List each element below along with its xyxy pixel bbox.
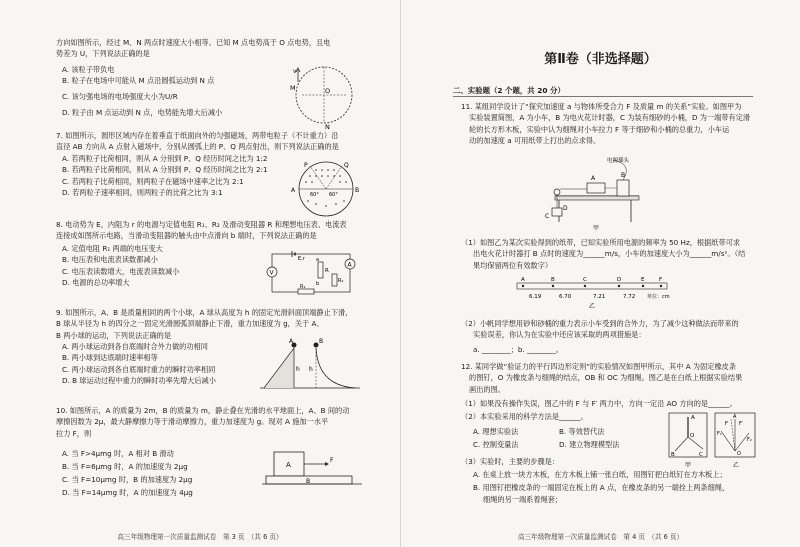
board-d-label: D [563, 205, 568, 212]
battery-label: E,r [298, 256, 305, 262]
point-n-label: N [325, 123, 330, 130]
question-12-part-1: （1）如果没有操作失误，图乙中的 F 与 F′ 两力中，方向一定沿 AO 方向的是______。 [461, 399, 737, 408]
velocity-label: v [293, 68, 297, 75]
question-11-part-2: （2）小帆同学想用砂和砂桶的重力表示小车受到的合外力，为了减少这种做法而带来的 实验误差，你认为在实验中还应该采取的两项措施是： a. ________；b. ________。 [461, 319, 739, 354]
height-b-label: h [309, 366, 313, 373]
fig-yi-point-a: A [733, 414, 737, 420]
angle-label-2: 60° [329, 192, 338, 198]
block-b-label: B [306, 478, 311, 485]
magnetic-field-figure [286, 156, 366, 222]
tape-point-e: E [641, 277, 645, 283]
ammeter-label: A [347, 261, 352, 269]
tape-point-f: F [659, 277, 663, 283]
tape-gap-4: 7.72 [623, 294, 636, 300]
part-2-title: 第Ⅱ卷（非选择题） [544, 52, 657, 67]
page-4-footer: 高三年级物理第一次质量监测试卷 第 4 页 （共 6 页） [517, 533, 684, 541]
ball-b-label: B [319, 338, 324, 345]
tape-unit: 单位：cm [647, 294, 670, 300]
exam-page-4 [400, 0, 800, 547]
question-12-part-3: （3）实验时，主要的步骤是： [461, 457, 560, 466]
fig-yi-caption: 乙 [733, 462, 740, 469]
tape-gap-3: 7.21 [593, 294, 606, 300]
tape-point-a: A [521, 277, 525, 283]
force-f-label: F [330, 457, 334, 464]
question-6-options: A. 该粒子带负电 B. 粒子在电场中可能从 M 点沿圆弧运动到 N 点 C. 该匀强电场的电场强度大小为U/R D. 粒子由 M 点运动到 N 点，电势能先增大后减小 [62, 65, 223, 117]
question-8-stem: 8. 电动势为 E，内阻为 r 的电源与定值电阻 R₁、R₂ 及滑动变阻器 R 和理想电压表、电流表 连接成如图所示电路，当滑动变阻器的触头由中点滑向 b 端时，下列说法正确的是 [56, 220, 347, 241]
power-plug-label: 电源插头 [607, 158, 630, 164]
fig-yi-force-f: F [725, 421, 728, 427]
circuit-figure [262, 248, 362, 298]
tape-point-b: B [551, 277, 555, 283]
angle-label-1: 60° [310, 192, 319, 198]
figure-caption-jia: 甲 [593, 225, 600, 232]
tape-gap-1: 6.19 [529, 294, 542, 300]
question-11-stem: 11. 某组同学设计了“探究加速度 a 与物体所受合力 F 及质量 m 的关系”实验。如图甲为 实验装置简图，A 为小车，B 为电火花计时器，C 为装有细砂的小桶，D 为一端带有定滑 轮的长方形木板，实验中认为细绳对小车拉力 F 等于细砂和小桶的总重力，小车运 动的加速度 a 可用纸带上打出的点求得。 [461, 102, 751, 145]
resistor-r1-label: R₁ [300, 284, 306, 290]
figure-caption-yi: 乙 [589, 303, 596, 310]
question-12-part-2: （2）本实验采用的科学方法是______。 [461, 412, 588, 421]
terminal-b-label: b [316, 281, 320, 287]
question-7-stem: 7. 如图所示，圆形区域内存在着垂直于纸面向外的匀强磁场，两带电粒子（不计重力）沿 直径 AB 方向从 A 点射入磁场中，分别从圆弧上的 P、Q 两点射出，则下列说法正确的是 [56, 131, 339, 152]
page-3-footer: 高三年级物理第一次质量监测试卷 第 3 页 （共 6 页） [117, 533, 283, 541]
question-12-part-3-steps: A. 在桌上放一块方木板，在方木板上铺一张白纸，用图钉把白纸钉在方木板上； B. 用图钉把橡皮条的一端固定在板上的 A 点，在橡皮条的另一端拴上两条细绳， 细绳的另一端系着绳套； [473, 470, 730, 504]
slope-arc-figure [256, 336, 364, 394]
question-9-stem: 9. 如图所示，A、B 是质量相同的两个小球，A 球从高度为 h 的固定光滑斜面顶端静止下滑， B 球从半径为 h 的四分之一固定光滑圆弧顶端静止下滑，重力加速度为 g，关于 A、 B 两小球的运动，下列说法正确的是 [56, 308, 353, 340]
paper-tape-figure [511, 273, 691, 311]
point-q-label: Q [344, 162, 349, 169]
fig-yi-force-f1: F₁ [717, 431, 722, 437]
question-10-options: A. 当 F>4μmg 时，A 相对 B 滑动 B. 当 F=6μmg 时，A 的加速度为 2μg C. 当 F=10μmg 时，B 的加速度为 2μg D. 当 F=14μmg 时，A 的加速度为 4μg [62, 449, 193, 497]
point-p-label: P [304, 162, 308, 169]
point-o-label: O [325, 87, 331, 95]
fig-jia-point-a: A [691, 415, 695, 421]
cart-a-label: A [591, 175, 596, 182]
tape-point-d: D [617, 277, 622, 283]
fig-jia-point-c: C [699, 452, 703, 458]
bucket-c-label: C [545, 213, 550, 220]
block-a-label: A [286, 461, 291, 469]
fig-yi-force-f2: F₂ [747, 437, 752, 443]
question-7-options: A. 若两粒子比荷相同，则从 A 分别到 P、Q 经历时间之比为 1:2 B. 若两粒子比荷相同，则从 A 分别到 P、Q 经历时间之比为 2:1 C. 若两粒子比荷相同，则两粒子在磁场中速率之比为 2:1 D. 若两粒子速率相同，则两粒子的比荷之比为 3:1 [62, 154, 268, 197]
force-parallelogram-figure [663, 405, 761, 473]
question-9-options: A. 两小球运动到各自底端时合外力做的功相同 B. 两小球到达底端时速率相等 C. 两小球运动到各自底端时重力的瞬时功率相同 D. B 球运动过程中重力的瞬时功率先增大后减小 [62, 342, 216, 385]
resistor-r2-label: R₂ [338, 278, 344, 284]
ball-a-label: A [289, 338, 294, 345]
height-a-label: h [296, 366, 300, 373]
fig-jia-point-o: O [690, 433, 695, 439]
rheostat-label: R [325, 268, 329, 274]
timer-b-label: B [621, 172, 626, 179]
point-b-label: B [355, 187, 360, 194]
section-heading: 二、实验题（2 个题，共 20 分） [453, 86, 565, 95]
question-12-stem: 12. 某同学做“验证力的平行四边形定则”的实验情况如图甲所示，其中 A 为固定橡皮条 的图钉，O 为橡皮条与细绳的结点，OB 和 OC 为细绳。图乙是在白纸上根据实验结果 画出的图。 [461, 362, 743, 394]
terminal-a-label: a [316, 257, 320, 263]
point-m-label: M [290, 84, 296, 92]
cart-apparatus-figure [537, 152, 655, 232]
stacked-blocks-figure [262, 442, 362, 492]
point-a-label: A [291, 187, 296, 194]
tape-gap-2: 6.70 [559, 294, 572, 300]
tape-point-c: C [583, 277, 587, 283]
fig-yi-force-f-prime: F′ [739, 421, 744, 427]
fig-jia-caption: 甲 [685, 462, 692, 469]
question-6-stem: 方向如图所示，经过 M、N 两点时速度大小相等。已知 M 点电势高于 O 点电势，且电 势差为 U，下列说法正确的是 [56, 38, 331, 59]
question-11-part-1: （1）如图乙为某次实验得到的纸带，已知实验所用电源的频率为 50 Hz，根据纸带可求 出电火花计时器打 B 点时的速度为______m/s，小车的加速度大小为______m/s²。（结 果均保留两位有效数字） [461, 238, 746, 270]
question-10-stem: 10. 如图所示，A 的质量为 2m，B 的质量为 m，静止叠在光滑的水平地面上，A、B 间的动 摩擦因数为 2μ，最大静摩擦力等于滑动摩擦力，重力加速度为 g。现对 A 施加一水平 拉力 F，则 [56, 406, 350, 438]
fig-jia-point-b: B [671, 452, 675, 458]
question-8-options: A. 定值电阻 R₁ 两端的电压变大 B. 电压表和电流表读数都减小 C. 电压表读数增大，电流表读数减小 D. 电源的总功率增大 [62, 244, 180, 287]
question-12-part-2-options: A. 理想实验法 B. 等效替代法 C. 控制变量法 D. 建立物理模型法 [473, 427, 620, 449]
voltmeter-label: V [269, 269, 274, 277]
field-circle-figure [288, 60, 363, 130]
fig-yi-point-o: O [737, 451, 741, 457]
section-divider [453, 96, 753, 97]
